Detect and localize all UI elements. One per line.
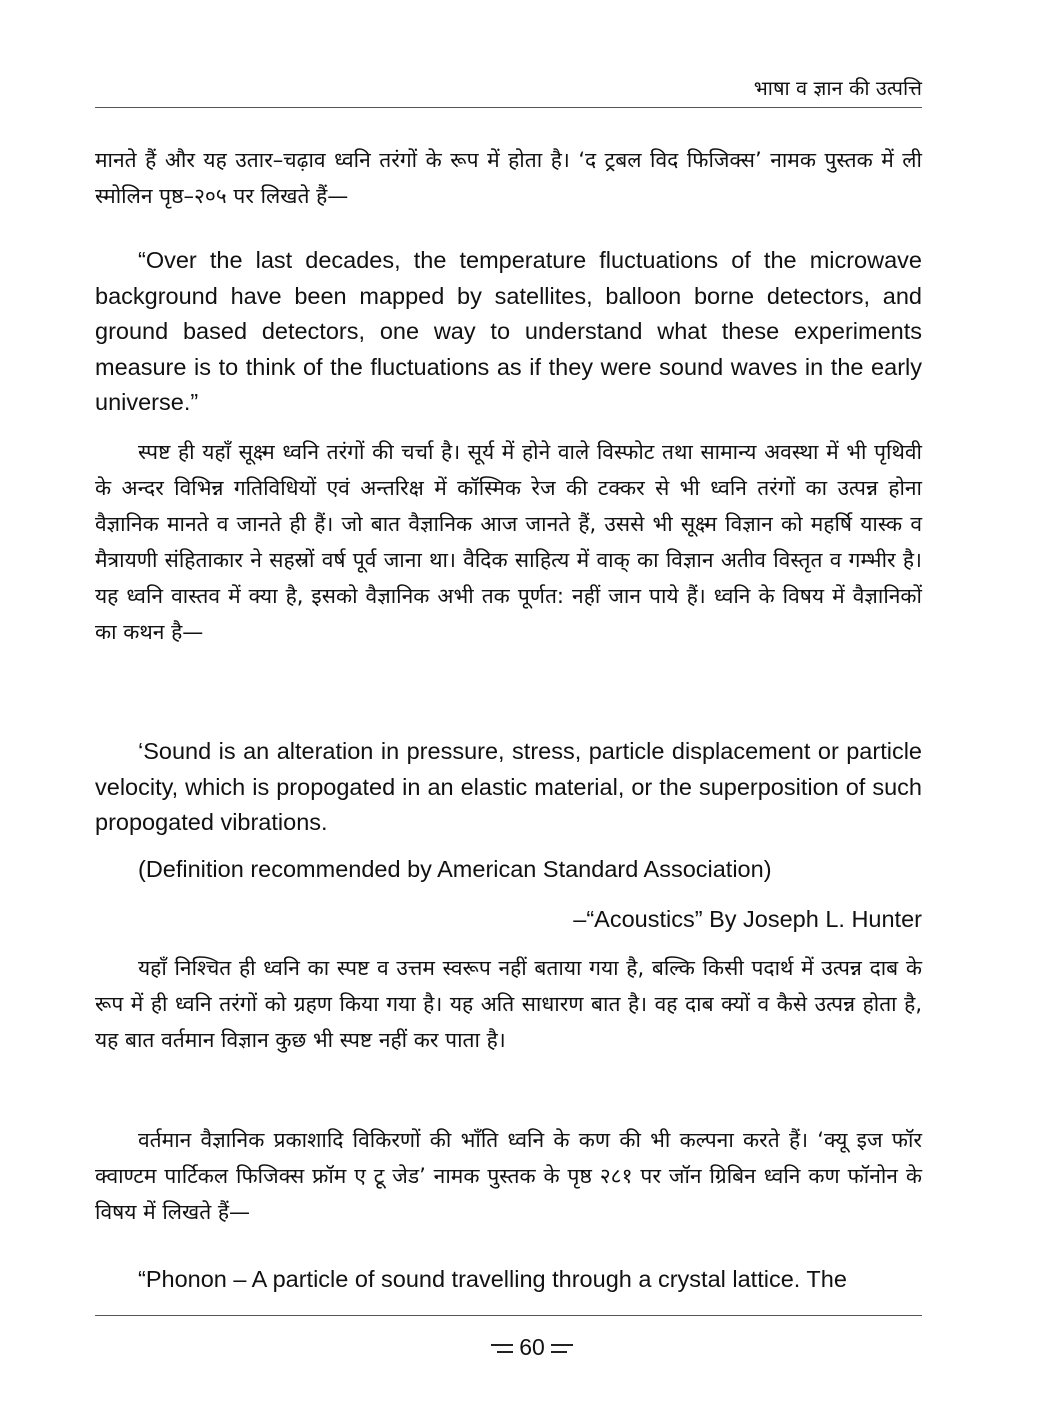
paragraph-4: वर्तमान वैज्ञानिक प्रकाशादि विकिरणों की भाँति ध्वनि के कण की भी कल्पना करते हैं। ‘क्यू इज फॉर क्वाण्टम पार्टिकल फिजिक्स फ्रॉम ए टू जेड’ नामक पुस्तक के पृष्ठ २८१ पर जॉन ग्रिबिन ध्वनि कण फॉनोन के विषय में लिखते हैं— xyxy=(95,1128,922,1224)
paragraph-1: मानते हैं और यह उतार–चढ़ाव ध्वनि तरंगों के रूप में होता है। ‘द ट्रबल विद फिजिक्स’ नामक पुस्तक में ली स्मोलिन पृष्ठ–२०५ पर लिखते हैं— xyxy=(95,148,922,208)
ornament-left-icon xyxy=(491,1339,513,1358)
paragraph-3: यहाँ निश्चित ही ध्वनि का स्पष्ट व उत्तम स्वरूप नहीं बताया गया है, बल्कि किसी पदार्थ में उत्पन्न दाब के रूप में ही ध्वनि तरंगों को ग्रहण किया गया है। यह अति साधारण बात है। वह दाब क्यों व कैसे उत्पन्न होता है, यह बात वर्तमान विज्ञान कुछ भी स्पष्ट नहीं कर पाता है। xyxy=(95,956,922,1052)
ornament-right-icon xyxy=(551,1339,573,1358)
quote-sound-definition: ‘Sound is an alteration in pressure, stress, particle displacement or particle velocity, which is propogated in an elastic material, or the superposition of such propogated vibrations. xyxy=(95,738,922,835)
attribution: –“Acoustics” By Joseph L. Hunter xyxy=(573,906,922,932)
quote-smolin: “Over the last decades, the temperature fluctuations of the microwave background have been mapped by satellites, balloon borne detectors, and ground based detectors, one way to understand what these experiments measure is to think of the fluctuations as if they were sound waves in the early universe.” xyxy=(95,247,922,415)
page-number-text: 60 xyxy=(519,1334,545,1360)
header-rule xyxy=(95,107,922,108)
paragraph-2: स्पष्ट ही यहाँ सूक्ष्म ध्वनि तरंगों की चर्चा है। सूर्य में होने वाले विस्फोट तथा सामान्य अवस्था में भी पृथिवी के अन्दर विभिन्न गतिविधियों एवं अन्तरिक्ष में कॉस्मिक रेज की टक्कर से भी ध्वनि तरंगों का उत्पन्न होना वैज्ञानिक मानते व जानते ही हैं। जो बात वैज्ञानिक आज जानते हैं, उससे भी सूक्ष्म विज्ञान को महर्षि यास्क व मैत्रायणी संहिताकार ने सहस्रों वर्ष पूर्व जाना था। वैदिक साहित्य में वाक् का विज्ञान अतीव विस्तृत व गम्भीर है। यह ध्वनि वास्तव में क्या है, इसको वैज्ञानिक अभी तक पूर्णत: नहीं जान पाये हैं। ध्वनि के विषय में वैज्ञानिकों का कथन है— xyxy=(95,440,922,644)
quote-phonon: “Phonon – A particle of sound travelling through a crystal lattice. The xyxy=(138,1266,847,1292)
running-header: भाषा व ज्ञान की उत्पत्ति xyxy=(753,76,922,100)
page-number xyxy=(0,1334,1064,1361)
footer-rule xyxy=(95,1315,922,1316)
definition-source: (Definition recommended by American Standard Association) xyxy=(138,856,772,882)
